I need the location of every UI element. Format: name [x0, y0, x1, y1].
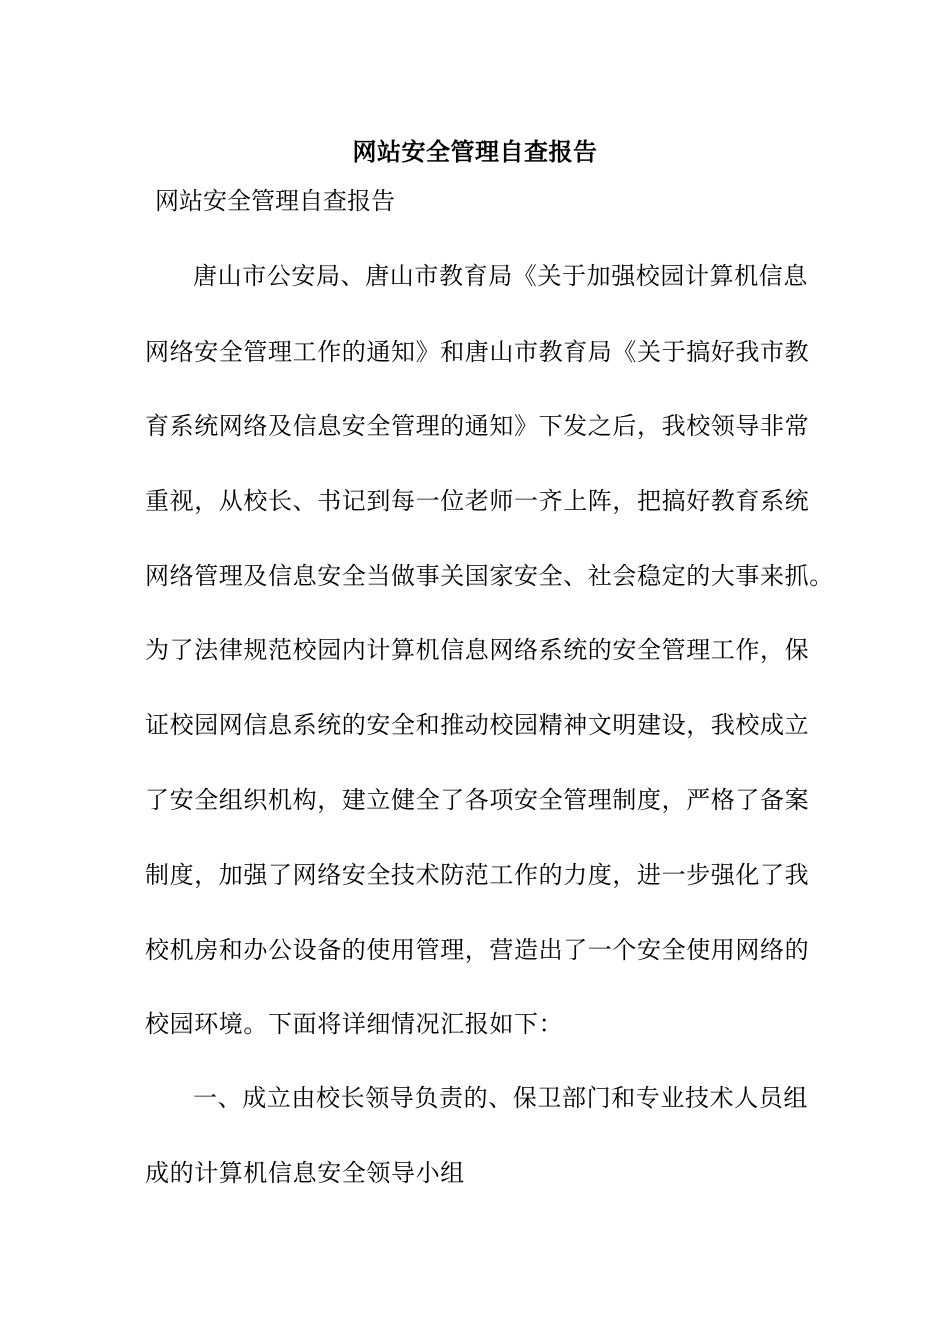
- paragraph-line: 制度，加强了网络安全技术防范工作的力度，进一步强化了我: [145, 861, 810, 889]
- paragraph-line: 唐山市公安局、唐山市教育局《关于加强校园计算机信息: [193, 262, 808, 290]
- paragraph-line: 为了法律规范校园内计算机信息网络系统的安全管理工作，保: [145, 636, 810, 664]
- paragraph-line: 网络管理及信息安全当做事关国家安全、社会稳定的大事来抓。: [145, 562, 834, 590]
- paragraph-line: 校机房和办公设备的使用管理，营造出了一个安全使用网络的: [145, 936, 810, 964]
- section-heading-line: 成的计算机信息安全领导小组: [145, 1159, 465, 1187]
- paragraph-line: 校园环境。下面将详细情况汇报如下：: [145, 1010, 564, 1038]
- paragraph-line: 重视，从校长、书记到每一位老师一齐上阵，把搞好教育系统: [145, 487, 810, 515]
- document-subtitle: 网站安全管理自查报告: [155, 187, 395, 215]
- paragraph-line: 网络安全管理工作的通知》和唐山市教育局《关于搞好我市教: [145, 338, 810, 366]
- paragraph-line: 证校园网信息系统的安全和推动校园精神文明建设，我校成立: [145, 711, 810, 739]
- section-heading-line: 一、成立由校长领导负责的、保卫部门和专业技术人员组: [193, 1084, 808, 1112]
- paragraph-line: 育系统网络及信息安全管理的通知》下发之后，我校领导非常: [145, 412, 810, 440]
- document-title: 网站安全管理自查报告: [352, 137, 598, 166]
- paragraph-line: 了安全组织机构，建立健全了各项安全管理制度，严格了备案: [145, 786, 810, 814]
